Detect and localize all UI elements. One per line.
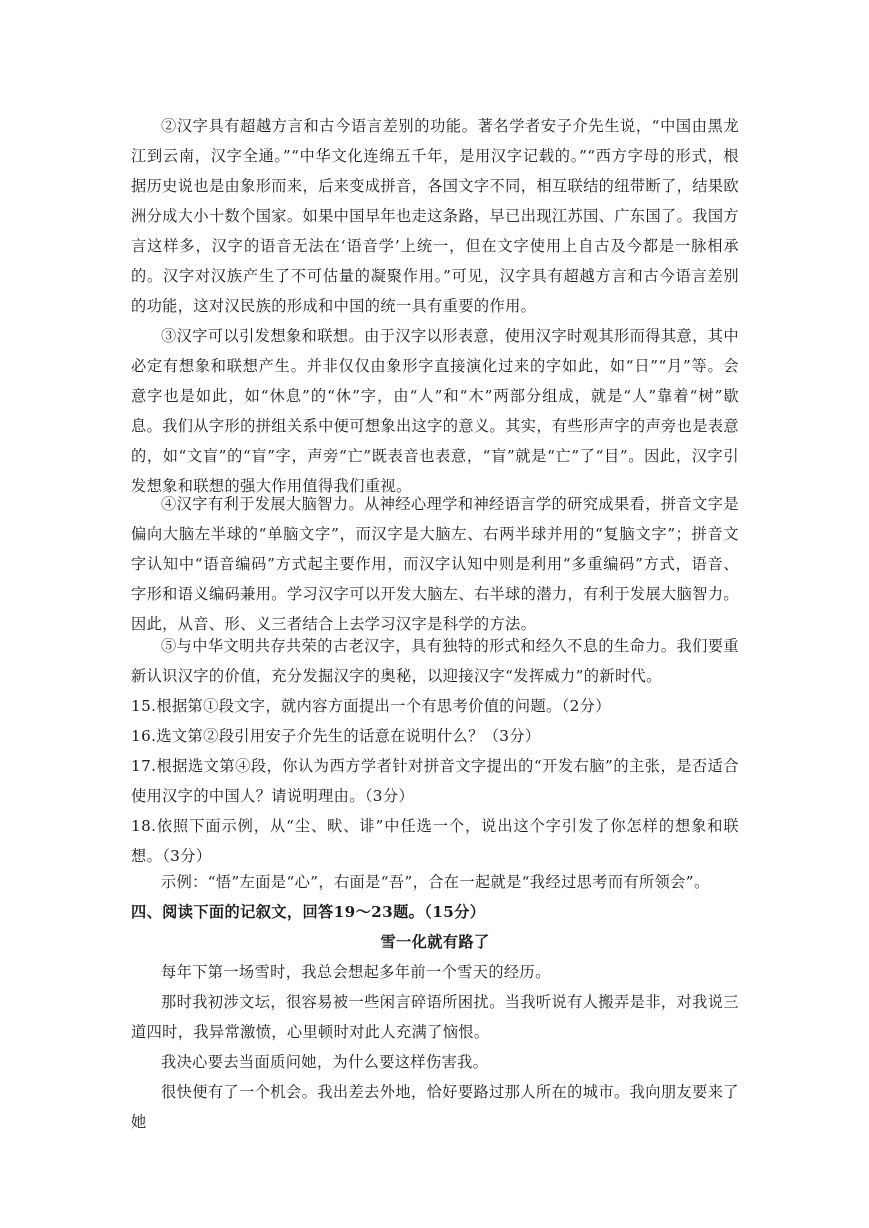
section-heading: 四、阅读下面的记叙文，回答19～23题。（15分） <box>131 903 486 921</box>
article-paragraph-3: ③汉字可以引发想象和联想。由于汉字以形表意，使用汉字时观其形而得其意，其中必定有想象和联想产生。并非仅仅由象形字直接演化过来的字如此，如“日”“月”等。会意字也是如此，如“休息”的“休”字，由“人”和“木”两部分组成，就是“人”靠着“树”歇息。我们从字形的拼组关系中便可想象出这字的意义。其实，有些形声字的声旁也是表意的，如“文盲”的“盲”字，声旁“亡”既表音也表意，“盲”就是“亡”了“目”。因此，汉字引发想象和联想的强大作用值得我们重视。 <box>131 327 739 495</box>
story-title: 雪一化就有路了 <box>380 933 490 951</box>
question-18: 18.依照下面示例，从“尘、畎、诽”中任选一个，说出这个字引发了你怎样的想象和联想。（3分） <box>131 817 739 865</box>
question-16: 16.选文第②段引用安子介先生的话意在说明什么？（3分） <box>131 727 541 745</box>
story-paragraph-4: 很快便有了一个机会。我出差去外地，恰好要路过那人所在的城市。我向朋友要来了她 <box>131 1083 739 1131</box>
article-paragraph-2: ②汉字具有超越方言和古今语言差别的功能。著名学者安子介先生说，“中国由黑龙江到云南，汉字全通。”“中华文化连绵五千年，是用汉字记载的。”“西方字母的形式，根据历史说也是由象形而来，后来变成拼音，各国文字不同，相互联结的纽带断了，结果欧洲分成大小十数个国家。如果中国早年也走这条路，早已出现江苏国、广东国了。我国方言这样多，汉字的语音无法在‘语音学’上统一，但在文字使用上自古及今都是一脉相承的。汉字对汉族产生了不可估量的凝聚作用。”可见，汉字具有超越方言和古今语言差别的功能，这对汉民族的形成和中国的统一具有重要的作用。 <box>131 117 739 315</box>
story-paragraph-1: 每年下第一场雪时，我总会想起多年前一个雪天的经历。 <box>161 963 551 981</box>
article-paragraph-4: ④汉字有利于发展大脑智力。从神经心理学和神经语言学的研究成果看，拼音文字是偏向大脑左半球的“单脑文字”，而汉字是大脑左、右两半球并用的“复脑文字”；拼音文字认知中“语音编码”方式起主要作用，而汉字认知中则是利用“多重编码”方式，语音、字形和语义编码兼用。学习汉字可以开发大脑左、右半球的潜力，有利于发展大脑智力。因此，从音、形、义三者结合上去学习汉字是科学的方法。 <box>131 495 739 633</box>
story-paragraph-2: 那时我初涉文坛，很容易被一些闲言碎语所困扰。当我听说有人搬弄是非，对我说三道四时，我异常激愤，心里顿时对此人充满了恼恨。 <box>131 993 739 1041</box>
question-17: 17.根据选文第④段，你认为西方学者针对拼音文字提出的“开发右脑”的主张，是否适合使用汉字的中国人？请说明理由。（3分） <box>131 757 739 805</box>
question-15: 15.根据第①段文字，就内容方面提出一个有思考价值的问题。（2分） <box>131 697 611 715</box>
article-paragraph-5: ⑤与中华文明共存共荣的古老汉字，具有独特的形式和经久不息的生命力。我们要重新认识汉字的价值，充分发掘汉字的奥秘，以迎接汉字“发挥威力”的新时代。 <box>131 637 739 685</box>
story-paragraph-3: 我决心要去当面质问她，为什么要这样伤害我。 <box>161 1053 489 1071</box>
question-18-example: 示例：“悟”左面是“心”，右面是“吾”，合在一起就是“我经过思考而有所领会”。 <box>161 873 710 891</box>
